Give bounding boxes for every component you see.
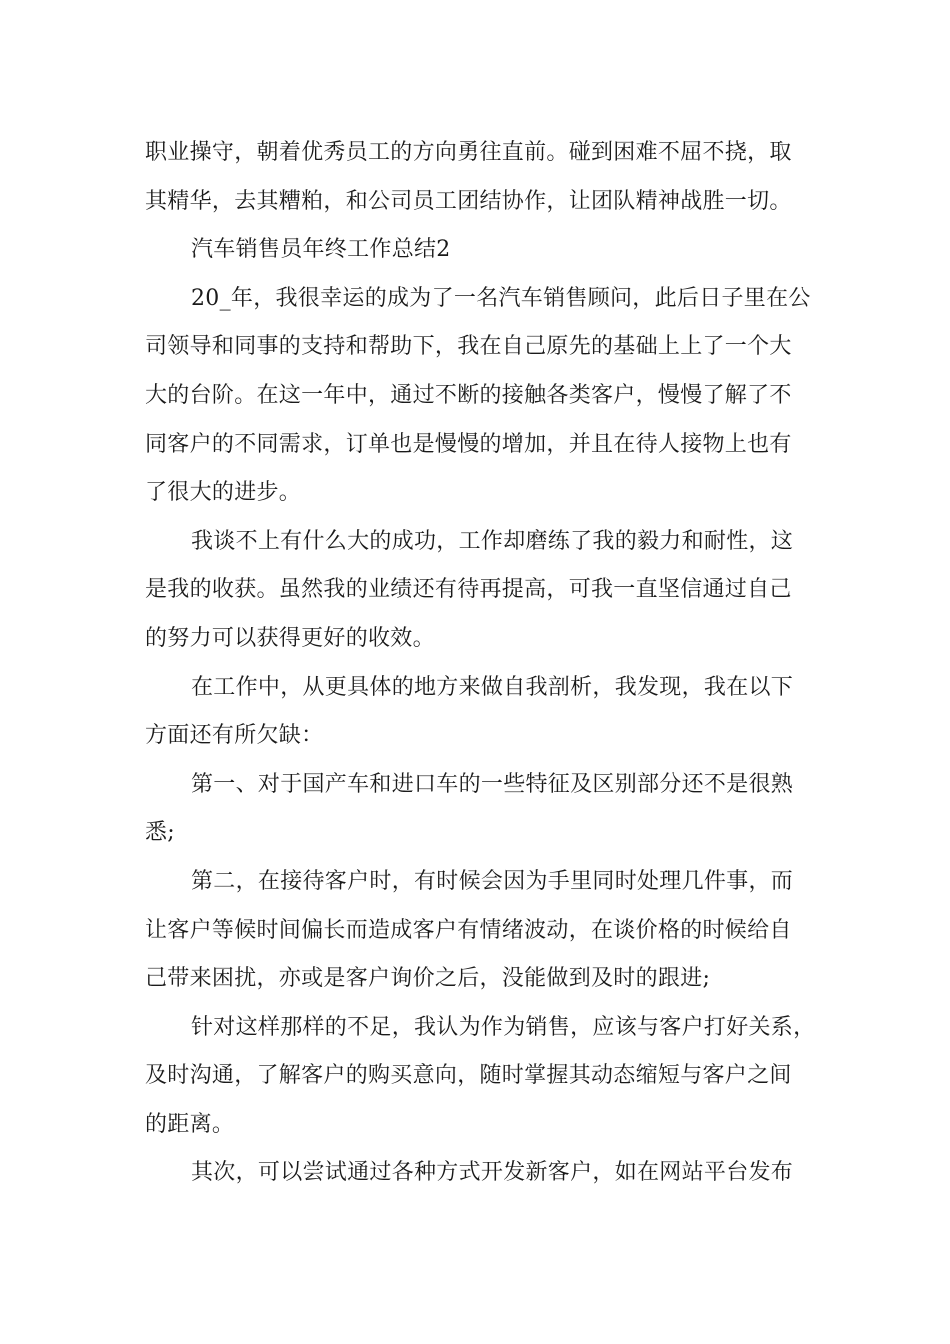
body-line: 是我的收获。虽然我的业绩还有待再提高，可我一直坚信通过自己 [145, 577, 792, 603]
body-line: 方面还有所欠缺： [145, 723, 324, 749]
body-line: 其精华，去其糟粕，和公司员工团结协作，让团队精神战胜一切。 [145, 188, 792, 214]
body-line: 的努力可以获得更好的收效。 [145, 625, 435, 651]
body-line: 的距离。 [145, 1111, 235, 1137]
body-line: 及时沟通，了解客户的购买意向，随时掌握其动态缩短与客户之间 [145, 1063, 792, 1089]
body-line: 职业操守，朝着优秀员工的方向勇往直前。碰到困难不屈不挠，取 [145, 140, 792, 165]
body-line: 其次，可以尝试通过各种方式开发新客户，如在网站平台发布 [191, 1160, 794, 1186]
body-line: 了很大的进步。 [145, 480, 302, 506]
body-line: 在工作中，从更具体的地方来做自我剖析，我发现，我在以下 [191, 674, 794, 700]
body-line: 己带来困扰，亦或是客户询价之后，没能做到及时的跟进; [145, 966, 711, 992]
body-line: 第二，在接待客户时，有时候会因为手里同时处理几件事，而 [191, 868, 794, 894]
document-body [145, 129, 816, 1198]
body-line: 悉; [145, 820, 176, 846]
body-line: 针对这样那样的不足，我认为作为销售，应该与客户打好关系， [191, 1014, 816, 1040]
body-line: 20_年，我很幸运的成为了一名汽车销售顾问，此后日子里在公 [191, 285, 811, 311]
body-line: 司领导和同事的支持和帮助下，我在自己原先的基础上上了一个大 [145, 334, 792, 360]
section-heading: 汽车销售员年终工作总结2 [191, 237, 451, 263]
body-line: 同客户的不同需求，订单也是慢慢的增加，并且在待人接物上也有 [145, 431, 792, 457]
body-line: 我谈不上有什么大的成功，工作却磨练了我的毅力和耐性，这 [191, 528, 794, 554]
body-line: 第一、对于国产车和进口车的一些特征及区别部分还不是很熟 [191, 771, 794, 797]
body-line: 让客户等候时间偏长而造成客户有情绪波动，在谈价格的时候给自 [145, 917, 792, 943]
body-line: 大的台阶。在这一年中，通过不断的接触各类客户，慢慢了解了不 [145, 382, 792, 408]
